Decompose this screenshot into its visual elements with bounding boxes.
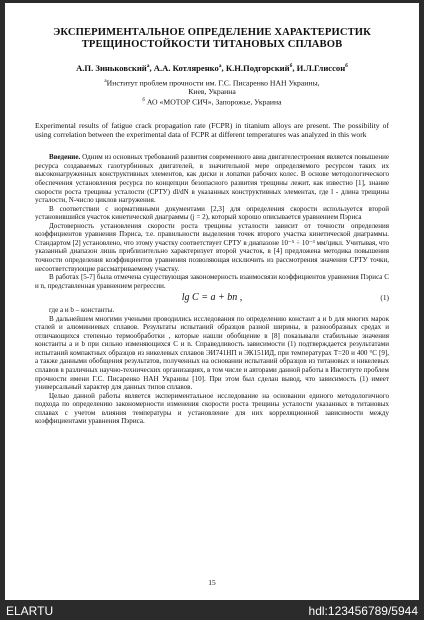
- author-name: А.П. Зиньковский: [76, 62, 147, 73]
- author-mark: б: [289, 63, 293, 69]
- affiliation-b: [35, 96, 389, 107]
- author-name: И.Л.Глиссон: [296, 62, 346, 73]
- document-page: [5, 3, 419, 600]
- affiliation-a: [35, 77, 389, 97]
- equation-expression: lg C = a + bn ,: [181, 292, 243, 304]
- author-list: [35, 61, 389, 73]
- affiliation-mark: а: [104, 78, 107, 84]
- author-mark: а: [218, 63, 222, 69]
- equation-number: (1): [380, 293, 389, 303]
- author-name: А.А. Котляренко: [153, 62, 219, 73]
- paragraph-text: Одним из основных требований развития современного авиа двигателестроения является повышение ресурса создаваемых газотурбинных двигателей, в значительной мере определяемого ресурсом таких их высоконагруженных конструктивных элементов, как диски и лопатки рабочих колес. В основе методологического обеспечения установления ресурса по концепции безопасного развития трещины лежит, как известно [1], знание скорости роста трещины усталости (СРТУ) dl/dN в указанных конструктивных элементах, где l - длина трещины усталости, N-число циклов нагружения.: [35, 153, 389, 205]
- author-separator: ,: [292, 62, 297, 73]
- author-name: К.Н.Подгорский: [225, 62, 290, 73]
- paragraph-introduction: [35, 153, 389, 204]
- section-lead: Введение.: [49, 153, 81, 162]
- affiliation-a-line-1: Институт проблем прочности им. Г.С. Писаренко НАН Украины,: [106, 78, 320, 88]
- title-line-2: ТРЕЩИНОСТОЙКОСТИ ТИТАНОВЫХ СПЛАВОВ: [81, 39, 343, 50]
- paragraph: Достоверность установления скорости роста трещины усталости зависит от точности определения коэффициентов уравнения Пэриса, т.е. правильности выделения точек второго участка кинетической диаграммы. Стандартом [2] установлено, что этому участку соответствует СРТУ в диапазоне 10⁻⁵ ÷ 10⁻³ мм/цикл. Учитывая, что указанный диапазон лишь приблизительно характеризует второй участок, в [4] предложена методика повышения точности определения коэффициентов уравнения позволяющая исключить из рассмотрения значения СРТУ точки, несоответствующие рассматриваемому участку.: [35, 221, 389, 273]
- author-separator: ,: [221, 62, 226, 73]
- paragraph: В соответствии с нормативными документами [2,3] для определения скорости используется второй установившийся участок кинетической диаграммы (j = 2), который хорошо описывается уравнением Пэриса: [35, 204, 389, 222]
- status-bar: [0, 600, 424, 620]
- title-line-1: ЭКСПЕРИМЕНТАЛЬНОЕ ОПРЕДЕЛЕНИЕ ХАРАКТЕРИСТИК: [53, 27, 371, 38]
- paragraph: В работах [5-7] была отмечена существующая закономерность взаимосвязи коэффициентов уравнения Пэриса C и n, представленная уравнением регрессии.: [35, 273, 389, 290]
- author-mark: а: [146, 63, 150, 69]
- affiliation-mark: б: [142, 98, 145, 104]
- paragraph: В дальнейшем многими учеными проводились исследования по определению констант a и b для многих марок сталей и алюминиевых сплавов. Результаты испытаний образцов разной ширины, в разнообразных средах и отличающихся степенью термообработки , которые нашли обобщение в [8] показывали стабильные значения константы a и b при сильно изменяющихся C и n. Справедливость зависимости (1) подтверждается результатами испытаний компактных образцов из никелевых сплавов ЭИ741НП и ЭК151ИД, при температурах Т=20 и 400 °С [9], а также данными обобщения результатов, полученных на основании испытаний образцов из титановых и никелевых сплавов в различных научно-технических организациях, в том числе и авторами данной работы в Институте проблем прочности имени Г.С. Писаренко НАН Украины [10]. При этом был сделан вывод, что зависимость (1) имеет универсальный характер для данных типов сплавов.: [35, 314, 389, 392]
- affiliation-b-line: АО «МОТОР СИЧ», Запорожье, Украина: [144, 97, 282, 107]
- paragraph: где a и b – константы.: [49, 306, 115, 315]
- paper-title: [35, 27, 389, 51]
- repository-name: ELARTU: [6, 604, 54, 618]
- author-separator: ,: [149, 62, 154, 73]
- author-mark: б: [345, 63, 348, 69]
- equation-1: [35, 291, 389, 305]
- page-number: 15: [208, 578, 216, 587]
- paragraph: Целью данной работы является экспериментальное исследование на основании единого методологичного подхода по определению закономерности изменения скорости роста трещины усталости указанных в титановых сплавах с учетом влияния температуры и установление для них корреляционной зависимости между коэффициентами уравнения Пэриса.: [35, 391, 389, 426]
- abstract: Experimental results of fatigue crack propagation rate (FCPR) in titanium alloys are present. The possibility of using correlation between the experimental data of FCPR at different temperatures was analyzed in this work: [35, 120, 389, 140]
- affiliation-a-line-2: Киев, Украина: [188, 87, 236, 97]
- handle-identifier: hdl:123456789/5944: [308, 604, 418, 618]
